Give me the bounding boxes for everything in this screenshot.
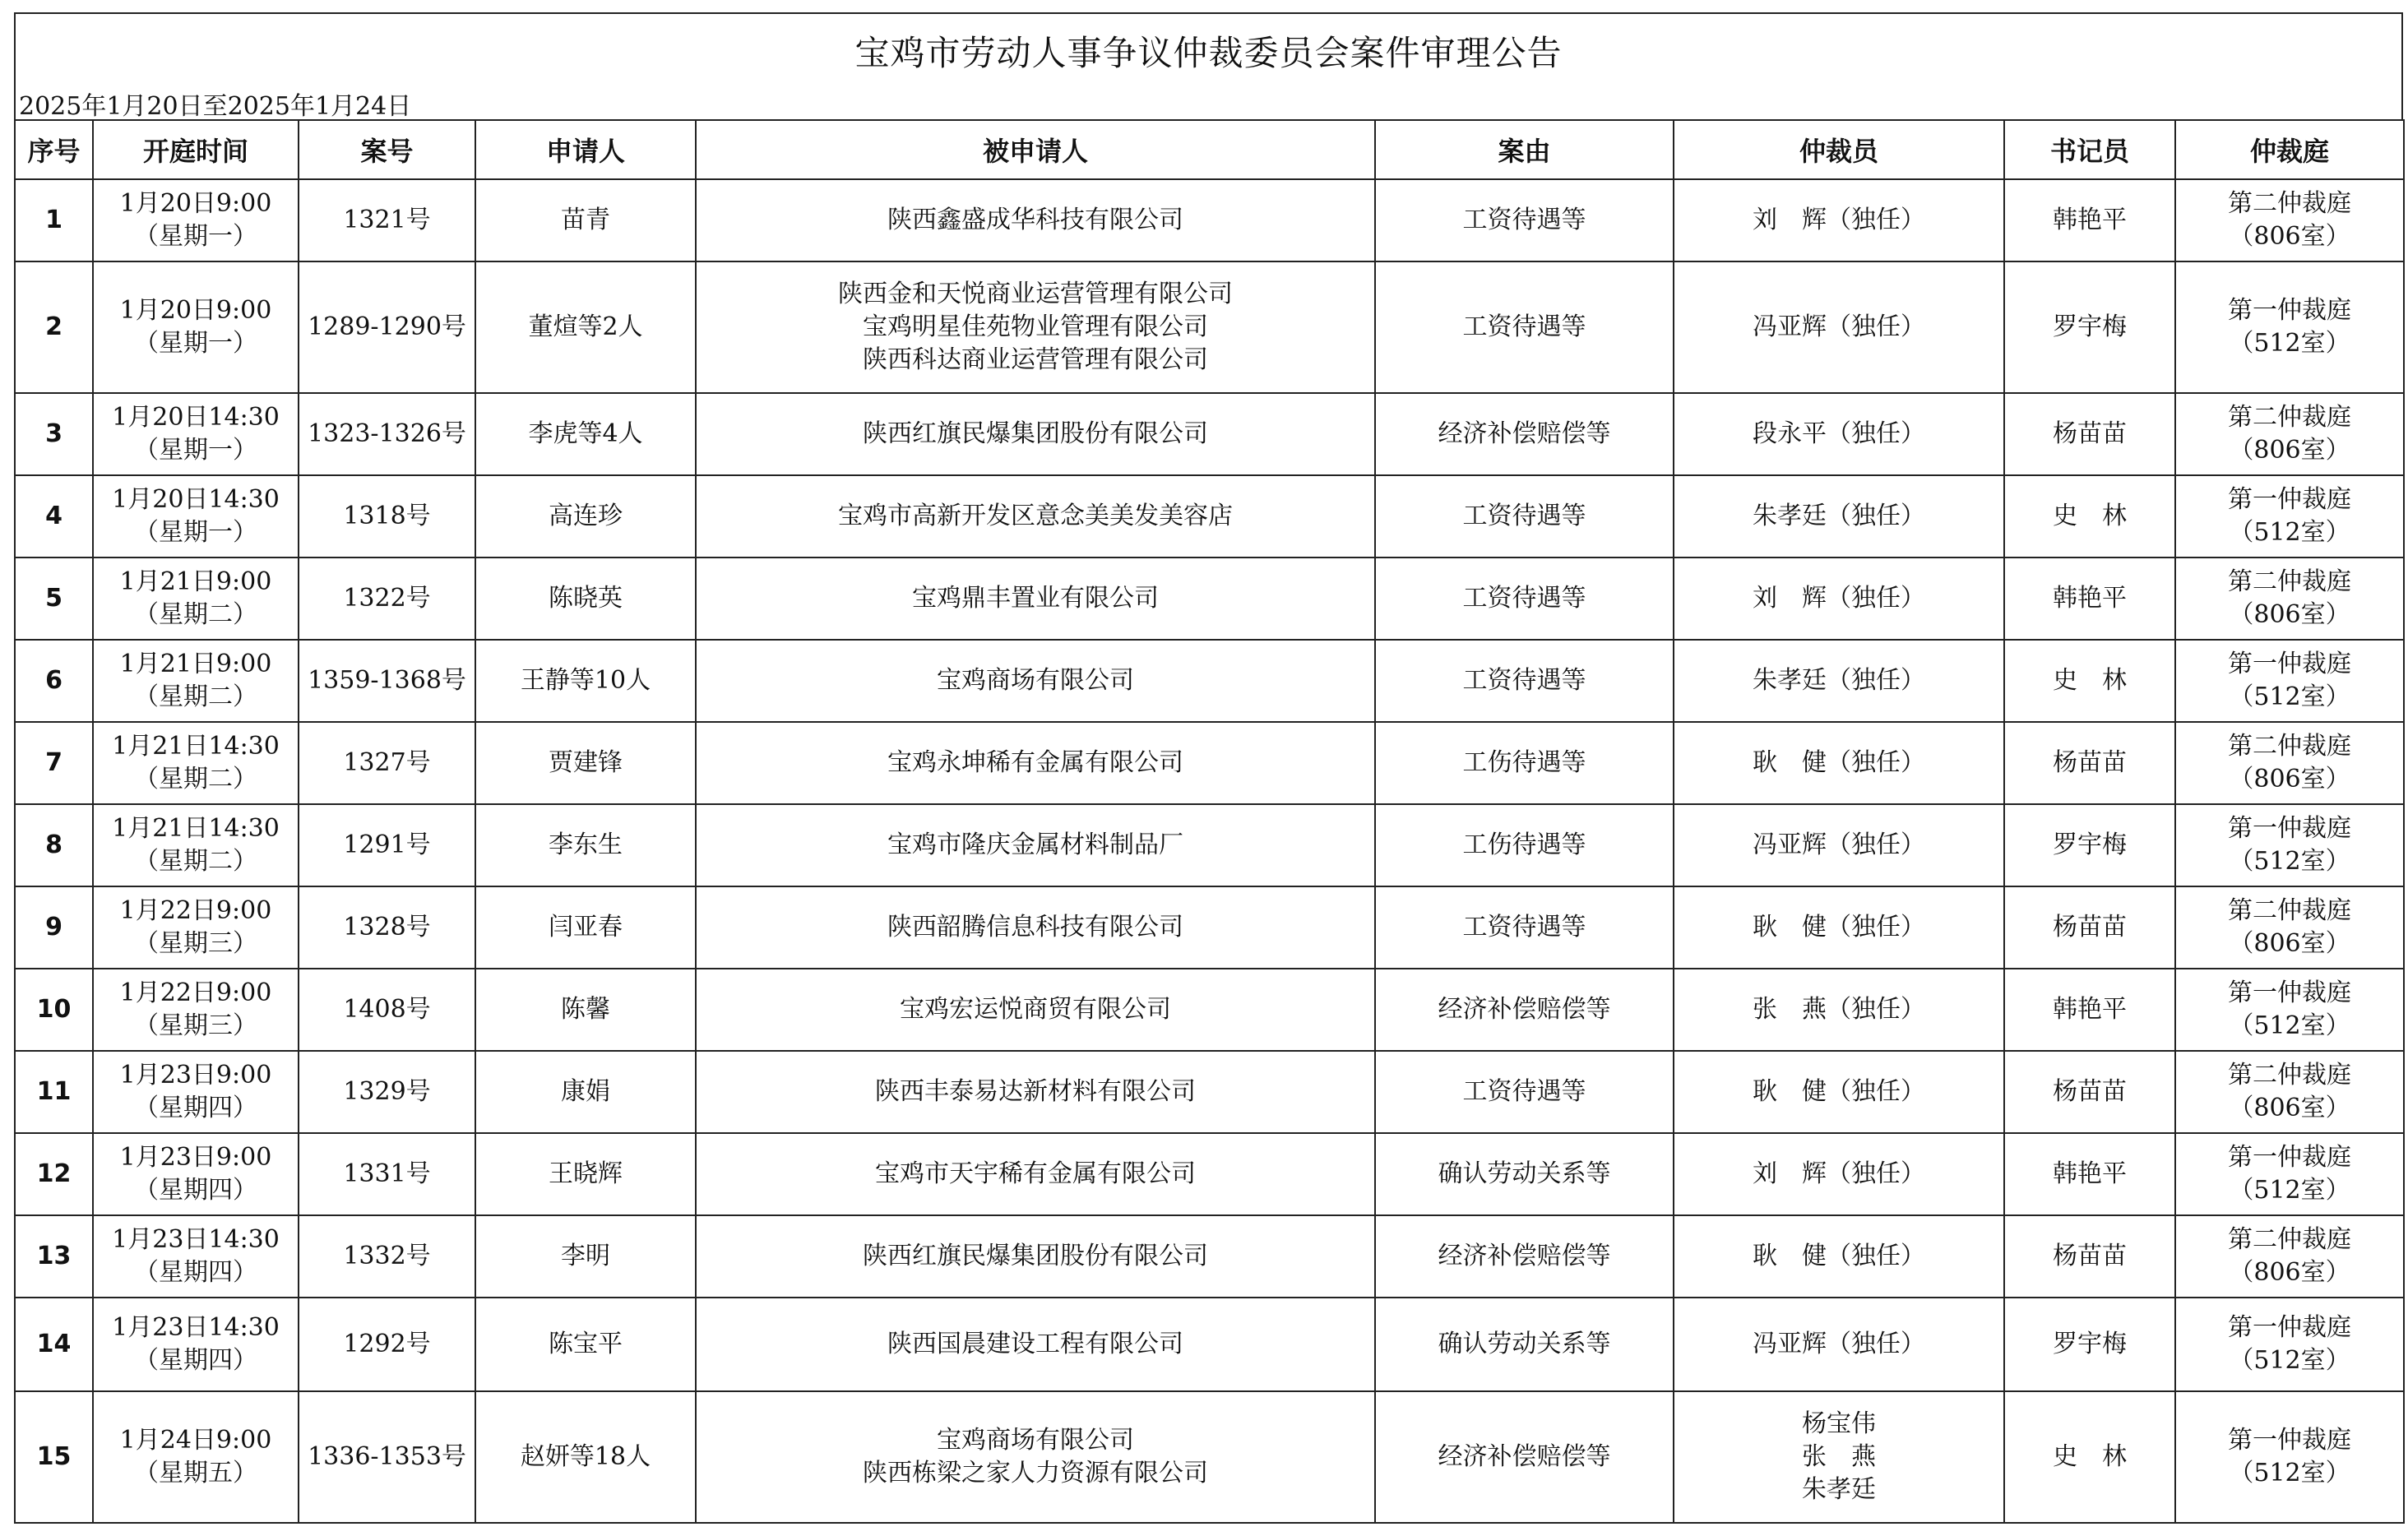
arbitrator-cell: [1674, 557, 2004, 640]
tribunal-cell: [2175, 969, 2404, 1051]
respondent-line: 陕西红旗民爆集团股份有限公司: [863, 1242, 1208, 1270]
clerk-cell: 罗宇梅: [2004, 261, 2175, 393]
seq-cell: 6: [15, 640, 93, 722]
arbitrator-cell: [1674, 804, 2004, 886]
hearing-time-line: （星期一）: [134, 436, 257, 465]
clerk-cell: 史 林: [2004, 640, 2175, 722]
respondent-cell: [696, 261, 1375, 393]
hearing-time-line: 1月21日9:00: [119, 567, 272, 596]
hearing-time-line: （星期四）: [134, 1346, 257, 1375]
cause-cell: 工资待遇等: [1375, 886, 1674, 969]
tribunal-line: （512室）: [2229, 847, 2350, 876]
seq-cell: 10: [15, 969, 93, 1051]
hearing-time-line: （星期一）: [134, 329, 257, 358]
cause-cell: 确认劳动关系等: [1375, 1133, 1674, 1215]
seq-cell: 11: [15, 1051, 93, 1133]
arbitrator-line: 冯亚辉（独任）: [1753, 1330, 1925, 1358]
case-number-cell: 1321号: [299, 179, 475, 261]
case-number-cell: 1329号: [299, 1051, 475, 1133]
arbitrator-cell: [1674, 1133, 2004, 1215]
tribunal-line: 第二仲裁庭: [2228, 403, 2351, 432]
tribunal-cell: [2175, 393, 2404, 475]
respondent-line: 陕西韶腾信息科技有限公司: [887, 913, 1183, 941]
arbitrator-line: 张 燕: [1802, 1442, 1876, 1471]
date-range: 2025年1月20日至2025年1月24日: [14, 88, 2403, 119]
table-row: [15, 1051, 2404, 1133]
arbitrator-line: 耿 健（独任）: [1753, 1077, 1925, 1106]
applicant-cell: 李东生: [475, 804, 696, 886]
cause-cell: 工资待遇等: [1375, 261, 1674, 393]
hearing-time-line: 1月23日9:00: [119, 1143, 272, 1172]
tribunal-line: 第二仲裁庭: [2228, 1225, 2351, 1254]
tribunal-line: 第一仲裁庭: [2228, 979, 2351, 1007]
hearing-time-line: 1月20日9:00: [119, 189, 272, 218]
clerk-cell: 杨苗苗: [2004, 393, 2175, 475]
arbitrator-line: 冯亚辉（独任）: [1753, 830, 1925, 859]
arbitrator-line: 张 燕（独任）: [1753, 995, 1925, 1024]
tribunal-line: 第二仲裁庭: [2228, 1061, 2351, 1090]
arbitrator-cell: [1674, 1391, 2004, 1523]
applicant-cell: 王静等10人: [475, 640, 696, 722]
clerk-cell: 韩艳平: [2004, 1133, 2175, 1215]
case-number-cell: 1359-1368号: [299, 640, 475, 722]
hearing-time-line: （星期二）: [134, 682, 257, 711]
seq-cell: 2: [15, 261, 93, 393]
arbitrator-line: 朱孝廷（独任）: [1753, 666, 1925, 695]
hearing-time-line: 1月23日9:00: [119, 1061, 272, 1090]
tribunal-line: 第二仲裁庭: [2228, 732, 2351, 761]
cause-cell: 经济补偿赔偿等: [1375, 1215, 1674, 1298]
respondent-cell: [696, 1391, 1375, 1523]
announcement-sheet: [14, 12, 2403, 1524]
arbitrator-line: 朱孝廷（独任）: [1753, 502, 1925, 530]
table-row: [15, 1215, 2404, 1298]
seq-cell: 5: [15, 557, 93, 640]
clerk-cell: 杨苗苗: [2004, 1051, 2175, 1133]
respondent-line: 陕西金和天悦商业运营管理有限公司: [838, 280, 1233, 308]
arbitrator-cell: [1674, 475, 2004, 557]
respondent-line: 陕西红旗民爆集团股份有限公司: [863, 419, 1208, 448]
clerk-cell: 杨苗苗: [2004, 722, 2175, 804]
arbitrator-cell: [1674, 1215, 2004, 1298]
seq-cell: 8: [15, 804, 93, 886]
applicant-cell: 王晓辉: [475, 1133, 696, 1215]
case-number-cell: 1331号: [299, 1133, 475, 1215]
hearing-time-line: 1月21日14:30: [112, 814, 280, 843]
respondent-line: 陕西丰泰易达新材料有限公司: [875, 1077, 1196, 1106]
applicant-cell: 赵妍等18人: [475, 1391, 696, 1523]
respondent-cell: [696, 1133, 1375, 1215]
case-number-cell: 1292号: [299, 1298, 475, 1391]
arbitrator-cell: [1674, 1298, 2004, 1391]
tribunal-cell: [2175, 1391, 2404, 1523]
cause-cell: 工资待遇等: [1375, 557, 1674, 640]
hearing-time-cell: [93, 640, 299, 722]
hearing-time-line: （星期五）: [134, 1459, 257, 1487]
cause-cell: 工资待遇等: [1375, 179, 1674, 261]
table-row: [15, 1391, 2404, 1523]
tribunal-cell: [2175, 640, 2404, 722]
respondent-line: 宝鸡永坤稀有金属有限公司: [887, 748, 1183, 777]
arbitrator-line: 刘 辉（独任）: [1753, 1159, 1925, 1188]
applicant-cell: 贾建锋: [475, 722, 696, 804]
table-row: [15, 640, 2404, 722]
arbitrator-cell: [1674, 179, 2004, 261]
cause-cell: 工资待遇等: [1375, 1051, 1674, 1133]
clerk-cell: 韩艳平: [2004, 179, 2175, 261]
tribunal-line: （806室）: [2229, 222, 2350, 251]
arbitrator-line: 耿 健（独任）: [1753, 1242, 1925, 1270]
tribunal-line: 第二仲裁庭: [2228, 567, 2351, 596]
seq-cell: 14: [15, 1298, 93, 1391]
case-number-cell: 1322号: [299, 557, 475, 640]
table-row: [15, 179, 2404, 261]
cause-cell: 经济补偿赔偿等: [1375, 1391, 1674, 1523]
respondent-line: 陕西科达商业运营管理有限公司: [863, 345, 1208, 374]
header-cause: 案由: [1375, 120, 1674, 179]
case-number-cell: 1336-1353号: [299, 1391, 475, 1523]
cause-cell: 工伤待遇等: [1375, 722, 1674, 804]
tribunal-line: 第一仲裁庭: [2228, 1313, 2351, 1342]
cause-cell: 工资待遇等: [1375, 640, 1674, 722]
tribunal-line: （806室）: [2229, 1258, 2350, 1287]
applicant-cell: 陈馨: [475, 969, 696, 1051]
arbitrator-cell: [1674, 969, 2004, 1051]
respondent-line: 宝鸡市天宇稀有金属有限公司: [875, 1159, 1196, 1188]
respondent-line: 宝鸡商场有限公司: [937, 1426, 1134, 1455]
tribunal-line: 第一仲裁庭: [2228, 1426, 2351, 1455]
hearing-time-cell: [93, 1391, 299, 1523]
header-time: 开庭时间: [93, 120, 299, 179]
tribunal-line: （806室）: [2229, 765, 2350, 793]
case-number-cell: 1332号: [299, 1215, 475, 1298]
hearing-time-cell: [93, 475, 299, 557]
hearing-time-cell: [93, 1215, 299, 1298]
arbitrator-cell: [1674, 261, 2004, 393]
hearing-time-line: 1月20日9:00: [119, 296, 272, 325]
respondent-cell: [696, 804, 1375, 886]
hearing-time-cell: [93, 804, 299, 886]
hearing-time-line: （星期一）: [134, 222, 257, 251]
hearing-time-line: 1月20日14:30: [112, 485, 280, 514]
arbitrator-line: 耿 健（独任）: [1753, 748, 1925, 777]
respondent-line: 宝鸡宏运悦商贸有限公司: [900, 995, 1171, 1024]
table-row: [15, 722, 2404, 804]
table-row: [15, 393, 2404, 475]
respondent-cell: [696, 393, 1375, 475]
arbitrator-line: 耿 健（独任）: [1753, 913, 1925, 941]
respondent-cell: [696, 886, 1375, 969]
applicant-cell: 董煊等2人: [475, 261, 696, 393]
respondent-cell: [696, 179, 1375, 261]
cause-cell: 工伤待遇等: [1375, 804, 1674, 886]
tribunal-cell: [2175, 1051, 2404, 1133]
tribunal-line: 第一仲裁庭: [2228, 296, 2351, 325]
respondent-cell: [696, 722, 1375, 804]
hearing-time-cell: [93, 557, 299, 640]
table-row: [15, 886, 2404, 969]
tribunal-line: （806室）: [2229, 436, 2350, 465]
arbitrator-line: 刘 辉（独任）: [1753, 206, 1925, 234]
hearing-time-line: （星期二）: [134, 847, 257, 876]
hearing-table: [14, 119, 2405, 1524]
table-row: [15, 557, 2404, 640]
hearing-time-line: （星期三）: [134, 1011, 257, 1040]
hearing-time-line: 1月20日14:30: [112, 403, 280, 432]
applicant-cell: 陈晓英: [475, 557, 696, 640]
tribunal-cell: [2175, 1298, 2404, 1391]
hearing-time-line: （星期二）: [134, 600, 257, 629]
respondent-line: 宝鸡鼎丰置业有限公司: [912, 584, 1159, 613]
clerk-cell: 罗宇梅: [2004, 804, 2175, 886]
table-row: [15, 1133, 2404, 1215]
case-number-cell: 1289-1290号: [299, 261, 475, 393]
respondent-cell: [696, 640, 1375, 722]
case-number-cell: 1408号: [299, 969, 475, 1051]
seq-cell: 15: [15, 1391, 93, 1523]
respondent-cell: [696, 1051, 1375, 1133]
hearing-time-cell: [93, 179, 299, 261]
hearing-time-cell: [93, 1051, 299, 1133]
tribunal-cell: [2175, 722, 2404, 804]
case-number-cell: 1323-1326号: [299, 393, 475, 475]
hearing-time-line: 1月22日9:00: [119, 896, 272, 925]
seq-cell: 12: [15, 1133, 93, 1215]
respondent-line: 陕西鑫盛成华科技有限公司: [887, 206, 1183, 234]
case-number-cell: 1318号: [299, 475, 475, 557]
tribunal-cell: [2175, 804, 2404, 886]
arbitrator-cell: [1674, 886, 2004, 969]
arbitrator-line: 朱孝廷: [1802, 1475, 1876, 1504]
tribunal-cell: [2175, 179, 2404, 261]
applicant-cell: 康娟: [475, 1051, 696, 1133]
respondent-line: 宝鸡市高新开发区意念美美发美容店: [838, 502, 1233, 530]
tribunal-line: 第一仲裁庭: [2228, 485, 2351, 514]
seq-cell: 1: [15, 179, 93, 261]
table-row: [15, 969, 2404, 1051]
hearing-time-line: 1月21日14:30: [112, 732, 280, 761]
tribunal-line: （806室）: [2229, 929, 2350, 958]
cause-cell: 确认劳动关系等: [1375, 1298, 1674, 1391]
respondent-line: 宝鸡明星佳苑物业管理有限公司: [863, 312, 1208, 341]
clerk-cell: 韩艳平: [2004, 969, 2175, 1051]
arbitrator-line: 杨宝伟: [1802, 1409, 1876, 1438]
seq-cell: 9: [15, 886, 93, 969]
respondent-line: 陕西国晨建设工程有限公司: [887, 1330, 1183, 1358]
tribunal-line: 第一仲裁庭: [2228, 1143, 2351, 1172]
arbitrator-cell: [1674, 722, 2004, 804]
arbitrator-cell: [1674, 393, 2004, 475]
applicant-cell: 高连珍: [475, 475, 696, 557]
hearing-time-line: 1月24日9:00: [119, 1426, 272, 1455]
table-row: [15, 475, 2404, 557]
applicant-cell: 李明: [475, 1215, 696, 1298]
respondent-line: 陕西栋梁之家人力资源有限公司: [863, 1459, 1208, 1487]
arbitrator-line: 刘 辉（独任）: [1753, 584, 1925, 613]
hearing-time-line: 1月23日14:30: [112, 1225, 280, 1254]
table-body: [15, 179, 2404, 1523]
respondent-cell: [696, 475, 1375, 557]
tribunal-line: （512室）: [2229, 518, 2350, 547]
hearing-time-cell: [93, 969, 299, 1051]
hearing-time-cell: [93, 722, 299, 804]
hearing-time-line: 1月22日9:00: [119, 979, 272, 1007]
applicant-cell: 李虎等4人: [475, 393, 696, 475]
hearing-time-cell: [93, 886, 299, 969]
tribunal-cell: [2175, 557, 2404, 640]
header-tribunal: 仲裁庭: [2175, 120, 2404, 179]
tribunal-cell: [2175, 261, 2404, 393]
respondent-line: 宝鸡市隆庆金属材料制品厂: [887, 830, 1183, 859]
tribunal-cell: [2175, 1215, 2404, 1298]
clerk-cell: 史 林: [2004, 475, 2175, 557]
respondent-cell: [696, 969, 1375, 1051]
seq-cell: 13: [15, 1215, 93, 1298]
header-seq: 序号: [15, 120, 93, 179]
tribunal-line: （512室）: [2229, 1176, 2350, 1205]
header-respondent: 被申请人: [696, 120, 1375, 179]
hearing-time-line: 1月23日14:30: [112, 1313, 280, 1342]
clerk-cell: 杨苗苗: [2004, 886, 2175, 969]
tribunal-line: （806室）: [2229, 600, 2350, 629]
applicant-cell: 苗青: [475, 179, 696, 261]
case-number-cell: 1328号: [299, 886, 475, 969]
hearing-time-line: （星期二）: [134, 765, 257, 793]
table-header-row: [15, 120, 2404, 179]
hearing-time-line: （星期四）: [134, 1258, 257, 1287]
tribunal-line: （512室）: [2229, 329, 2350, 358]
table-row: [15, 1298, 2404, 1391]
arbitrator-cell: [1674, 640, 2004, 722]
header-case-no: 案号: [299, 120, 475, 179]
hearing-time-line: （星期四）: [134, 1094, 257, 1122]
tribunal-line: 第一仲裁庭: [2228, 650, 2351, 678]
case-number-cell: 1327号: [299, 722, 475, 804]
hearing-time-cell: [93, 1298, 299, 1391]
page-title: 宝鸡市劳动人事争议仲裁委员会案件审理公告: [14, 12, 2403, 88]
respondent-cell: [696, 1298, 1375, 1391]
header-arbitrator: 仲裁员: [1674, 120, 2004, 179]
applicant-cell: 闫亚春: [475, 886, 696, 969]
cause-cell: 经济补偿赔偿等: [1375, 393, 1674, 475]
hearing-time-cell: [93, 261, 299, 393]
arbitrator-line: 段永平（独任）: [1753, 419, 1925, 448]
respondent-cell: [696, 557, 1375, 640]
case-number-cell: 1291号: [299, 804, 475, 886]
tribunal-cell: [2175, 1133, 2404, 1215]
tribunal-line: 第二仲裁庭: [2228, 189, 2351, 218]
hearing-time-cell: [93, 1133, 299, 1215]
tribunal-line: （512室）: [2229, 1459, 2350, 1487]
hearing-time-cell: [93, 393, 299, 475]
tribunal-line: （512室）: [2229, 682, 2350, 711]
hearing-time-line: （星期三）: [134, 929, 257, 958]
table-row: [15, 261, 2404, 393]
seq-cell: 4: [15, 475, 93, 557]
tribunal-cell: [2175, 475, 2404, 557]
arbitrator-cell: [1674, 1051, 2004, 1133]
arbitrator-line: 冯亚辉（独任）: [1753, 312, 1925, 341]
respondent-line: 宝鸡商场有限公司: [937, 666, 1134, 695]
seq-cell: 7: [15, 722, 93, 804]
tribunal-line: 第一仲裁庭: [2228, 814, 2351, 843]
header-clerk: 书记员: [2004, 120, 2175, 179]
seq-cell: 3: [15, 393, 93, 475]
tribunal-line: （512室）: [2229, 1346, 2350, 1375]
hearing-time-line: （星期四）: [134, 1176, 257, 1205]
tribunal-line: （512室）: [2229, 1011, 2350, 1040]
clerk-cell: 史 林: [2004, 1391, 2175, 1523]
clerk-cell: 罗宇梅: [2004, 1298, 2175, 1391]
tribunal-line: （806室）: [2229, 1094, 2350, 1122]
tribunal-cell: [2175, 886, 2404, 969]
hearing-time-line: （星期一）: [134, 518, 257, 547]
clerk-cell: 韩艳平: [2004, 557, 2175, 640]
table-row: [15, 804, 2404, 886]
header-applicant: 申请人: [475, 120, 696, 179]
applicant-cell: 陈宝平: [475, 1298, 696, 1391]
cause-cell: 工资待遇等: [1375, 475, 1674, 557]
tribunal-line: 第二仲裁庭: [2228, 896, 2351, 925]
cause-cell: 经济补偿赔偿等: [1375, 969, 1674, 1051]
hearing-time-line: 1月21日9:00: [119, 650, 272, 678]
respondent-cell: [696, 1215, 1375, 1298]
clerk-cell: 杨苗苗: [2004, 1215, 2175, 1298]
